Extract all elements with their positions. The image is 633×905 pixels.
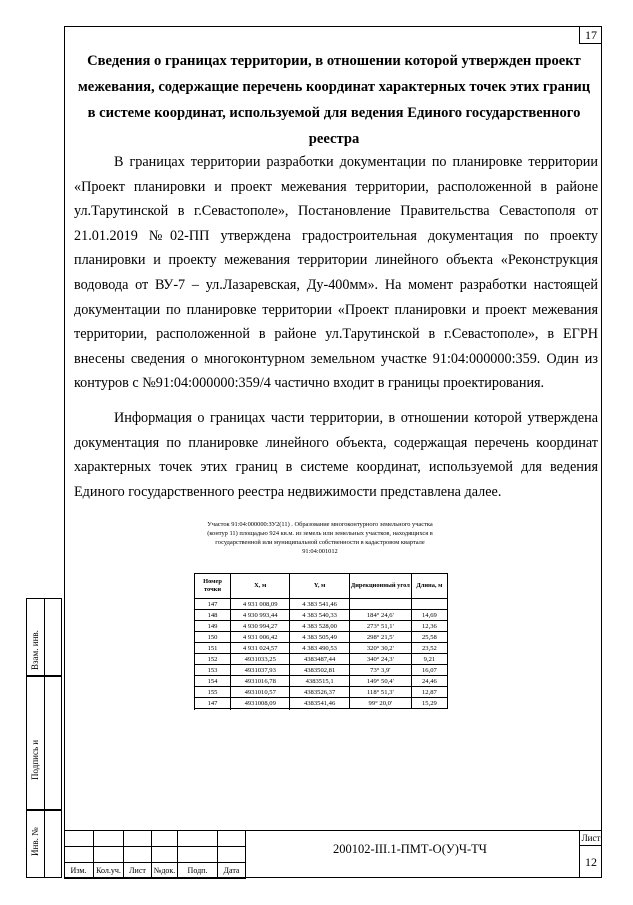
stamp-cell: [94, 831, 124, 847]
y-cell: 4 383 505,49: [290, 632, 349, 643]
y-cell: 4383541,46: [290, 698, 349, 709]
point-number-cell: 148: [195, 610, 231, 621]
empty-cell: [411, 599, 447, 610]
point-number-cell: 151: [195, 643, 231, 654]
y-cell: 4383526,37: [290, 687, 349, 698]
stamp-column-label: Изм.: [64, 863, 94, 879]
length-cell: 24,46: [411, 676, 447, 687]
paragraph-2: Информация о границах части территории, в отношении которой утверждена документация по планировке линейного объекта, содержащая перечень координат характерных точек этих границ в системе координат, используемой для ведения Единого государственного реестра недвижимости представлена далее.: [74, 410, 598, 500]
table-caption: Участок 91:04:000000:ЗУ2(11) . Образование многоконтурного земельного участка (контур 11) площадью 924 кв.м. из земель или земельных участков, находящихся в государственной или муниципальной собственности в кадастровом квартале 91:04:001012: [207, 521, 433, 555]
y-cell: 4 383 490,53: [290, 643, 349, 654]
length-cell: 23,52: [411, 643, 447, 654]
x-cell: 4931033,25: [231, 654, 290, 665]
angle-cell: 99° 20,0': [349, 698, 411, 709]
point-number-cell: 150: [195, 632, 231, 643]
x-cell: 4 931 024,57: [231, 643, 290, 654]
stamp-column-label: Дата: [218, 863, 246, 879]
y-cell: 4 383 528,00: [290, 621, 349, 632]
length-cell: 15,29: [411, 698, 447, 709]
coordinates-table: [194, 573, 448, 709]
x-cell: 4 930 994,27: [231, 621, 290, 632]
stamp-cell: [94, 847, 124, 863]
point-number-cell: 152: [195, 654, 231, 665]
point-number-cell: 153: [195, 665, 231, 676]
header-point-number: Номер точки: [195, 574, 231, 599]
x-cell: 4 931 006,42: [231, 632, 290, 643]
empty-cell: [349, 599, 411, 610]
length-cell: 9,21: [411, 654, 447, 665]
side-label-inv-no: Инв. №: [30, 827, 40, 856]
sheet-label: Лист: [579, 830, 602, 846]
stamp-cell: [64, 831, 94, 847]
stamp-column-label: Лист: [124, 863, 152, 879]
angle-cell: 273° 51,1': [349, 621, 411, 632]
stamp-cell: [124, 847, 152, 863]
angle-cell: 184° 24,6': [349, 610, 411, 621]
table-header-row: [195, 574, 448, 599]
top-page-number: 17: [579, 26, 602, 44]
side-label-podpis: Подпись и: [30, 739, 40, 780]
length-cell: 12,87: [411, 687, 447, 698]
x-cell: 4 931 008,09: [231, 599, 290, 610]
document-code: 200102-III.1-ПМТ-О(У)Ч-ТЧ: [333, 842, 487, 856]
stamp-column-label: №док.: [152, 863, 178, 879]
point-number-cell: 149: [195, 621, 231, 632]
point-number-cell: 154: [195, 676, 231, 687]
angle-cell: 149° 50,4': [349, 676, 411, 687]
stamp-cell: [178, 847, 218, 863]
stamp-cell: [152, 831, 178, 847]
stamp-cell: [124, 831, 152, 847]
stamp-column-label: Кол.уч.: [94, 863, 124, 879]
point-number-cell: 155: [195, 687, 231, 698]
stamp-column-label: Подп.: [178, 863, 218, 879]
stamp-cell: [178, 831, 218, 847]
y-cell: 4383502,81: [290, 665, 349, 676]
x-cell: 4931010,57: [231, 687, 290, 698]
stamp-cell: [218, 831, 246, 847]
length-cell: 14,69: [411, 610, 447, 621]
table-row: [195, 599, 448, 610]
angle-cell: 340° 24,3': [349, 654, 411, 665]
x-cell: 4931037,93: [231, 665, 290, 676]
angle-cell: 298° 21,5': [349, 632, 411, 643]
point-number-cell: 147: [195, 698, 231, 709]
x-cell: 4931008,09: [231, 698, 290, 709]
point-number-cell: 147: [195, 599, 231, 610]
header-length: Длина, м: [411, 574, 447, 599]
x-cell: 4931016,78: [231, 676, 290, 687]
section-title: Сведения о границах территории, в отношении которой утвержден проект межевания, содержащие перечень координат характерных точек этих границ в системе координат, используемой для ведения Единого государственного реестра: [77, 53, 591, 147]
angle-cell: 320° 30,2': [349, 643, 411, 654]
paragraph-1: В границах территории разработки документации по планировке территории «Проект планировки и проект межевания территории, расположенной в районе ул.Тарутинской в г.Севастополе», Постановление Правительства Севастополя от 21.01.2019 №02-ПП утверждена градостроительная документация по проекту планировки и проекту межевания территории линейного объекта «Реконструкция водовода от ВУ-7 – ул.Лазаревская, Ду-400мм». На момент разработки настоящей документации по планировке территории «Проект планировки и проект межевания территории, расположенной в районе ул.Тарутинской в г.Севастополе», в ЕГРН внесены сведения о многоконтурном земельном участке 91:04:000000:359. Один из контуров с №91:04:000000:359/4 частично входит в границы проектирования.: [74, 154, 598, 392]
length-cell: 12,36: [411, 621, 447, 632]
stamp-cell: [218, 847, 246, 863]
side-label-vzam-inv: Взам. инв.: [30, 630, 40, 670]
y-cell: 4 383 540,33: [290, 610, 349, 621]
sheet-number: 12: [579, 846, 602, 878]
y-cell: 4 383 541,46: [290, 599, 349, 610]
header-y: Y, м: [290, 574, 349, 599]
y-cell: 4383515,1: [290, 676, 349, 687]
stamp-cell: [64, 847, 94, 863]
header-x: X, м: [231, 574, 290, 599]
angle-cell: 118° 51,3': [349, 687, 411, 698]
stamp-cell: [152, 847, 178, 863]
x-cell: 4 930 993,44: [231, 610, 290, 621]
y-cell: 4383487,44: [290, 654, 349, 665]
header-angle: Дирекционный угол: [349, 574, 411, 599]
length-cell: 16,07: [411, 665, 447, 676]
length-cell: 25,58: [411, 632, 447, 643]
angle-cell: 73° 3,9': [349, 665, 411, 676]
